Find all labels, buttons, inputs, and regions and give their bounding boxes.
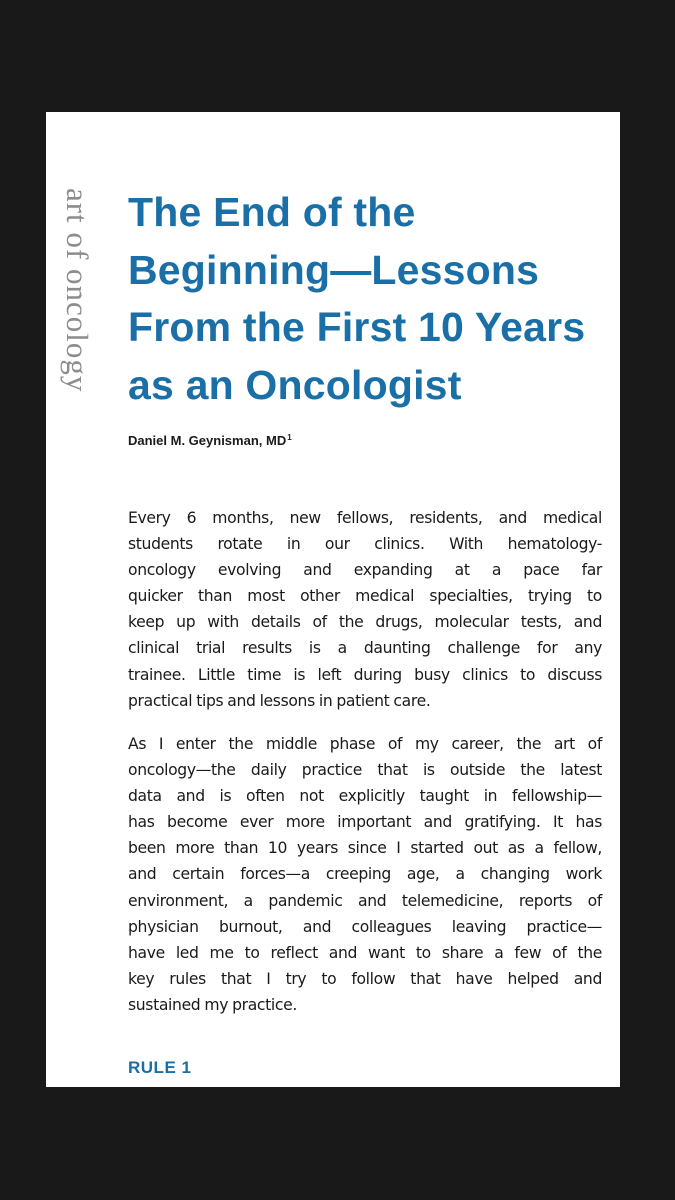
body-paragraph-2: [128, 731, 602, 1018]
title-line: as an Oncologist: [128, 361, 462, 408]
text-line: trainee. Little time is left during busy clinics to discuss: [128, 665, 602, 684]
text-line: oncology evolving and expanding at a pace far: [128, 561, 602, 580]
author-affiliation-mark: 1: [287, 433, 292, 442]
article-title: [128, 184, 613, 414]
text-line: sustained my practice.: [128, 995, 297, 1014]
text-line: oncology—the daily practice that is outside the latest: [128, 761, 602, 780]
text-line: been more than 10 years since I started out as a fellow,: [128, 839, 602, 858]
text-line: data and is often not explicitly taught in fellowship—: [128, 787, 602, 806]
article-author: [128, 429, 292, 450]
author-name: Daniel M. Geynisman, MD: [128, 433, 287, 448]
text-line: clinical trial results is a daunting challenge for any: [128, 639, 602, 658]
title-line: Beginning—Lessons: [128, 246, 540, 293]
text-line: quicker than most other medical specialties, trying to: [128, 587, 602, 606]
text-line: keep up with details of the drugs, molecular tests, and: [128, 613, 602, 632]
section-label: art of oncology: [60, 188, 95, 393]
text-line: Every 6 months, new fellows, residents, and medical: [128, 509, 602, 527]
text-line: practical tips and lessons in patient care.: [128, 691, 431, 710]
title-line: The End of the: [128, 189, 416, 235]
text-line: As I enter the middle phase of my career, the art of: [128, 735, 602, 753]
text-line: physician burnout, and colleagues leaving practice—: [128, 917, 602, 936]
title-line: From the First 10 Years: [128, 304, 586, 350]
text-line: students rotate in our clinics. With hematology-: [128, 535, 602, 554]
text-line: and certain forces—a creeping age, a changing work: [128, 865, 602, 884]
text-line: environment, a pandemic and telemedicine, reports of: [128, 891, 602, 910]
text-line: have led me to reflect and want to share a few of the: [128, 943, 602, 962]
rule-heading: RULE 1: [128, 1058, 192, 1077]
text-line: key rules that I try to follow that have helped and: [128, 969, 602, 988]
body-paragraph-1: [128, 505, 602, 714]
text-line: has become ever more important and gratifying. It has: [128, 813, 602, 832]
